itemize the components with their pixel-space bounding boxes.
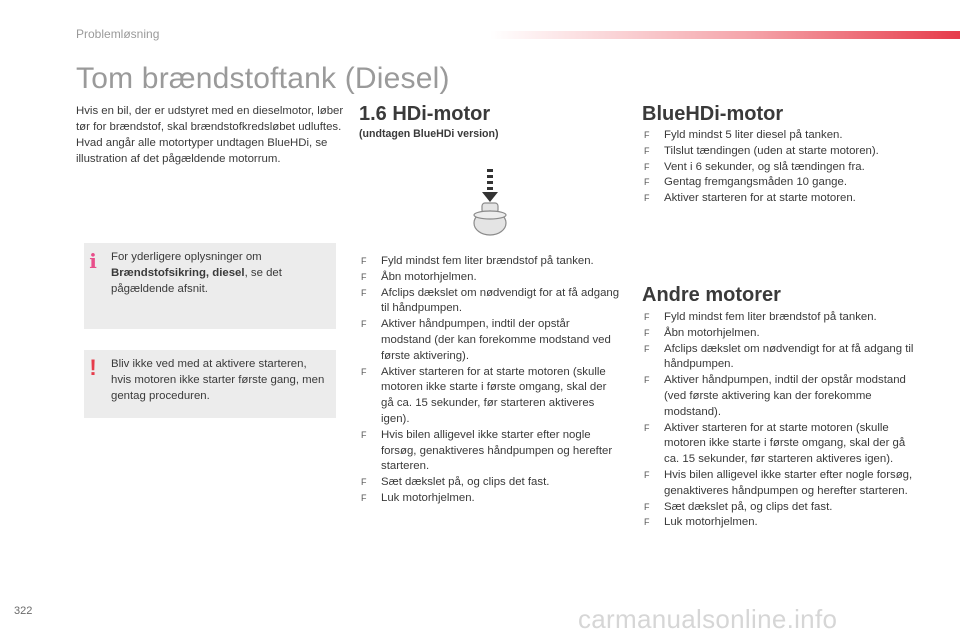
list-item [642,128,917,144]
other-engines-steps-list [642,310,917,531]
bullet-icon: F [644,161,650,172]
step-text: Gentag fremgangsmåden 10 gange. [664,176,848,189]
step-text: Afclips dækslet om nødvendigt for at få adgang til håndpumpen. [381,286,620,315]
list-item [642,144,917,160]
list-item [642,310,917,326]
bullet-icon: F [644,145,650,156]
step-text: Luk motorhjelmen. [381,491,475,504]
bullet-icon: F [361,492,367,503]
list-item [642,191,917,207]
step-text: Åbn motorhjelmen. [664,326,760,339]
list-item [642,515,917,531]
bullet-icon: F [361,319,367,330]
list-item [359,270,621,286]
step-text: Sæt dækslet på, og clips det fast. [381,476,550,489]
list-item [642,342,917,374]
bullet-icon: F [644,501,650,512]
bullet-icon: F [361,256,367,266]
step-text: Aktiver starteren for at starte motoren (skulle motoren ikke starte i første omgang, skal der gå ca. 15 sekunder, før starteren aktiveres igen). [664,421,906,466]
intro-text [76,103,344,167]
bullet-icon: F [644,177,650,188]
list-item [642,421,917,468]
info-icon: i [89,249,97,273]
step-text: Aktiver starteren for at starte motoren (skulle motoren ikke starte i første omgang, skal der gå ca. 15 sekunder, før starteren aktiveres igen). [381,365,607,425]
list-item [359,365,621,428]
warning-box-text: Bliv ikke ved med at aktivere starteren, hvis motoren ikke starter første gang, men gentag proceduren. [111,358,325,402]
watermark: carmanualsonline.info [578,604,838,634]
step-text: Fyld mindst fem liter brændstof på tanken. [664,311,877,323]
list-item [642,160,917,176]
bullet-icon: F [644,343,650,354]
intro-paragraph-1: Hvis en bil, der er udstyret med en dieselmotor, løber tør for brændstof, skal brændstofkredsløbet udluftes. [76,105,344,133]
bullet-icon: F [361,429,367,440]
list-item [642,468,917,500]
step-text: Hvis bilen alligevel ikke starter efter nogle forsøg, genaktiveres håndpumpen og herefter starteren. [381,428,613,473]
list-item [642,373,917,420]
bullet-icon: F [361,271,367,282]
list-item [359,491,621,507]
hdi-subtitle: (undtagen BlueHDi version) [359,128,499,140]
info-text-start: For yderligere oplysninger om [111,251,262,263]
bullet-icon: F [644,422,650,433]
step-text: Fyld mindst 5 liter diesel på tanken. [664,129,843,141]
step-text: Luk motorhjelmen. [664,516,758,529]
list-item [359,286,621,318]
hdi-section-title: 1.6 HDi-motor [359,103,491,125]
section-header: Problemløsning [76,27,160,41]
step-text: Tilslut tændingen (uden at starte motoren). [664,144,879,157]
list-item [359,428,621,475]
bullet-icon: F [644,517,650,528]
step-text: Sæt dækslet på, og clips det fast. [664,500,833,513]
bullet-icon: F [361,287,367,298]
bullet-icon: F [644,469,650,480]
list-item [642,326,917,342]
step-text: Aktiver håndpumpen, indtil der opstår modstand (ved første aktivering kan der forekomme modstand). [664,374,906,418]
warning-box [84,350,336,418]
hdi-steps-list [359,254,621,507]
page-title: Tom brændstoftank (Diesel) [76,62,450,95]
bluehdi-steps-list [642,128,917,207]
bullet-icon: F [361,366,367,377]
step-text: Aktiver håndpumpen, indtil der opstår modstand (der kan forekomme modstand ved første aktivering). [381,318,611,362]
list-item [642,175,917,191]
other-engines-section-title: Andre motorer [642,284,781,306]
step-text: Afclips dækslet om nødvendigt for at få adgang til håndpumpen. [664,342,914,371]
page-number: 322 [14,605,33,617]
step-text: Vent i 6 sekunder, og slå tændingen fra. [664,160,865,173]
list-item [642,500,917,516]
bluehdi-section-title: BlueHDi-motor [642,103,784,125]
step-text: Aktiver starteren for at starte motoren. [664,192,856,205]
list-item [359,254,621,270]
bullet-icon: F [644,130,650,140]
step-text: Hvis bilen alligevel ikke starter efter nogle forsøg, genaktiveres håndpumpen og herefter starteren. [664,468,913,497]
info-text-link: Brændstofsikring, diesel [111,267,245,279]
warning-icon: ! [89,355,97,380]
info-text-end: , se det pågældende afsnit. [111,267,282,295]
info-box-text [111,249,329,297]
step-text: Åbn motorhjelmen. [381,270,477,283]
bullet-icon: F [361,477,367,488]
bullet-icon: F [644,312,650,322]
bullet-icon: F [644,193,650,204]
info-box [84,243,336,329]
list-item [359,317,621,364]
list-item [359,475,621,491]
bullet-icon: F [644,327,650,338]
bullet-icon: F [644,375,650,386]
step-text: Fyld mindst fem liter brændstof på tanken. [381,255,594,267]
intro-paragraph-2: Hvad angår alle motortyper undtagen BlueHDi, se illustration af det pågældende motorrum. [76,137,328,165]
hand-pump-icon [472,168,508,238]
header-accent-bar [490,31,960,39]
